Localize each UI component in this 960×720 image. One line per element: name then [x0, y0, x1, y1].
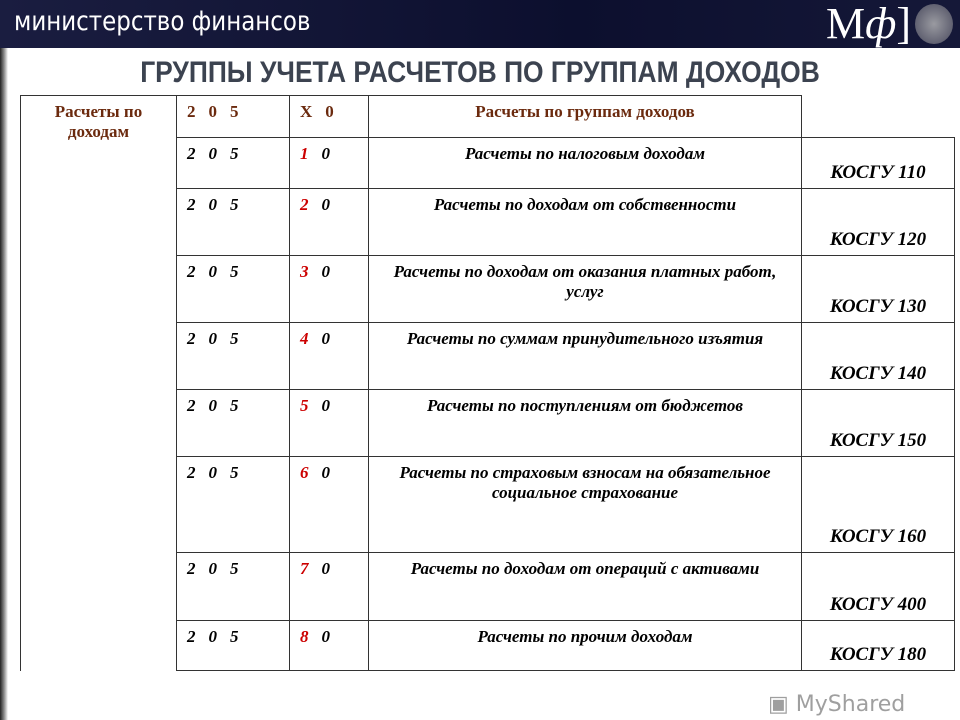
slide-title: ГРУППЫ УЧЕТА РАСЧЕТОВ ПО ГРУППАМ ДОХОДОВ [140, 56, 820, 89]
code-prefix: 205 [177, 323, 290, 390]
code-prefix: 205 [177, 96, 290, 138]
code-suffix [290, 457, 369, 553]
description: Расчеты по страховым взносам на обязательное социальное страхование [369, 457, 802, 553]
description: Расчеты по группам доходов [369, 96, 802, 138]
header-banner [0, 0, 960, 48]
code-prefix: 205 [177, 457, 290, 553]
kosgu-code: КОСГУ 130 [802, 256, 955, 323]
kosgu-code: КОСГУ 180 [802, 621, 955, 671]
code-tail: 0 [321, 559, 343, 578]
code-suffix [290, 621, 369, 671]
group-digit: 7 [300, 559, 322, 578]
group-digit: 5 [300, 396, 322, 415]
code-tail: 0 [321, 396, 343, 415]
description: Расчеты по доходам от операций с активами [369, 553, 802, 621]
kosgu-code: КОСГУ 120 [802, 189, 955, 256]
code-prefix: 205 [177, 189, 290, 256]
ministry-name: министерство финансов [14, 6, 311, 37]
code-suffix [290, 323, 369, 390]
accounts-table [20, 95, 955, 671]
group-digit: 1 [300, 144, 322, 163]
table-header-row [21, 96, 955, 138]
code-suffix [290, 256, 369, 323]
kosgu-code: КОСГУ 160 [802, 457, 955, 553]
code-prefix: 205 [177, 553, 290, 621]
group-digit: 3 [300, 262, 322, 281]
empty-cell [802, 96, 955, 138]
decorative-bar [0, 48, 8, 720]
watermark [768, 692, 905, 718]
group-digit: 2 [300, 195, 322, 214]
description: Расчеты по доходам от оказания платных работ, услуг [369, 256, 802, 323]
code-suffix [290, 138, 369, 189]
code-prefix: 205 [177, 390, 290, 457]
code-suffix [290, 390, 369, 457]
group-digit: 6 [300, 463, 322, 482]
kosgu-code: КОСГУ 400 [802, 553, 955, 621]
code-tail: 0 [321, 329, 343, 348]
description: Расчеты по доходам от собственности [369, 189, 802, 256]
watermark-text: MyShared [795, 692, 906, 717]
kosgu-code: КОСГУ 110 [802, 138, 955, 189]
code-tail: 0 [321, 195, 343, 214]
code-prefix: 205 [177, 138, 290, 189]
code-tail: 0 [321, 463, 343, 482]
coat-of-arms-icon [915, 4, 953, 44]
code-suffix: X0 [290, 96, 369, 138]
description: Расчеты по налоговым доходам [369, 138, 802, 189]
ministry-logo: Мф] [826, 0, 912, 48]
code-tail: 0 [321, 627, 343, 646]
description: Расчеты по поступлениям от бюджетов [369, 390, 802, 457]
kosgu-code: КОСГУ 150 [802, 390, 955, 457]
code-suffix [290, 189, 369, 256]
description: Расчеты по прочим доходам [369, 621, 802, 671]
code-suffix [290, 553, 369, 621]
group-digit: 8 [300, 627, 322, 646]
group-digit: 4 [300, 329, 322, 348]
code-prefix: 205 [177, 621, 290, 671]
code-tail: 0 [321, 262, 343, 281]
row-group-label: Расчеты по доходам [21, 96, 177, 671]
code-tail: 0 [321, 144, 343, 163]
kosgu-code: КОСГУ 140 [802, 323, 955, 390]
watermark-icon: ▣ [768, 692, 789, 717]
description: Расчеты по суммам принудительного изъятия [369, 323, 802, 390]
code-prefix: 205 [177, 256, 290, 323]
